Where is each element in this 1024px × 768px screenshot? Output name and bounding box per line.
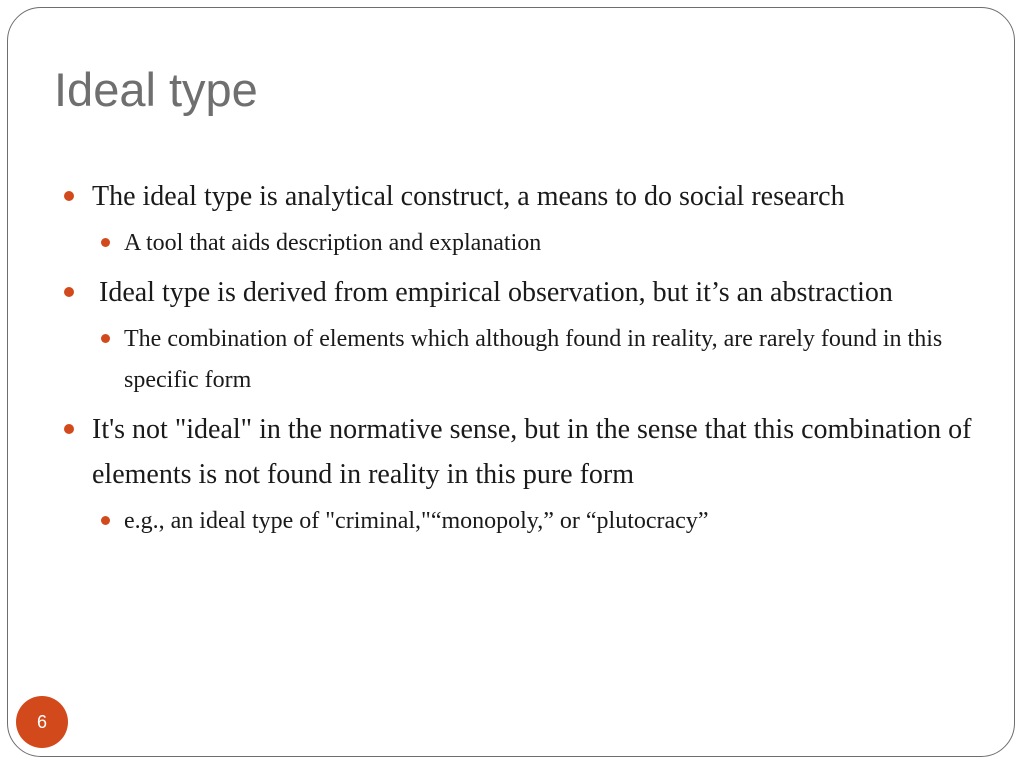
bullet-dot-icon — [64, 191, 74, 201]
slide-frame — [7, 7, 1015, 757]
bullet-text: Ideal type is derived from empirical observation, but it’s an abstraction — [92, 277, 893, 308]
sub-bullet-text: e.g., an ideal type of "criminal,"“monopoly,” or “plutocracy” — [124, 508, 709, 534]
sub-bullet-text: The combination of elements which although found in reality, are rarely found in this specific form — [124, 326, 943, 393]
bullet-text: The ideal type is analytical construct, a means to do social research — [92, 181, 845, 212]
bullet-dot-icon — [64, 424, 74, 434]
sub-bullet-item — [64, 319, 994, 401]
page-number-badge: 6 — [16, 696, 68, 748]
sub-bullet-item — [64, 501, 994, 542]
bullet-list — [64, 174, 994, 548]
bullet-dot-icon — [101, 238, 110, 247]
sub-bullet-text: A tool that aids description and explanation — [124, 230, 542, 256]
bullet-dot-icon — [101, 334, 110, 343]
bullet-item — [64, 407, 994, 497]
bullet-item — [64, 174, 994, 219]
bullet-text: It's not "ideal" in the normative sense, but in the sense that this combination of elements is not found in reality in this pure form — [92, 414, 972, 490]
bullet-item — [64, 270, 994, 315]
bullet-dot-icon — [101, 516, 110, 525]
sub-bullet-item — [64, 223, 994, 264]
bullet-dot-icon — [64, 287, 74, 297]
slide-title: Ideal type — [54, 63, 258, 116]
